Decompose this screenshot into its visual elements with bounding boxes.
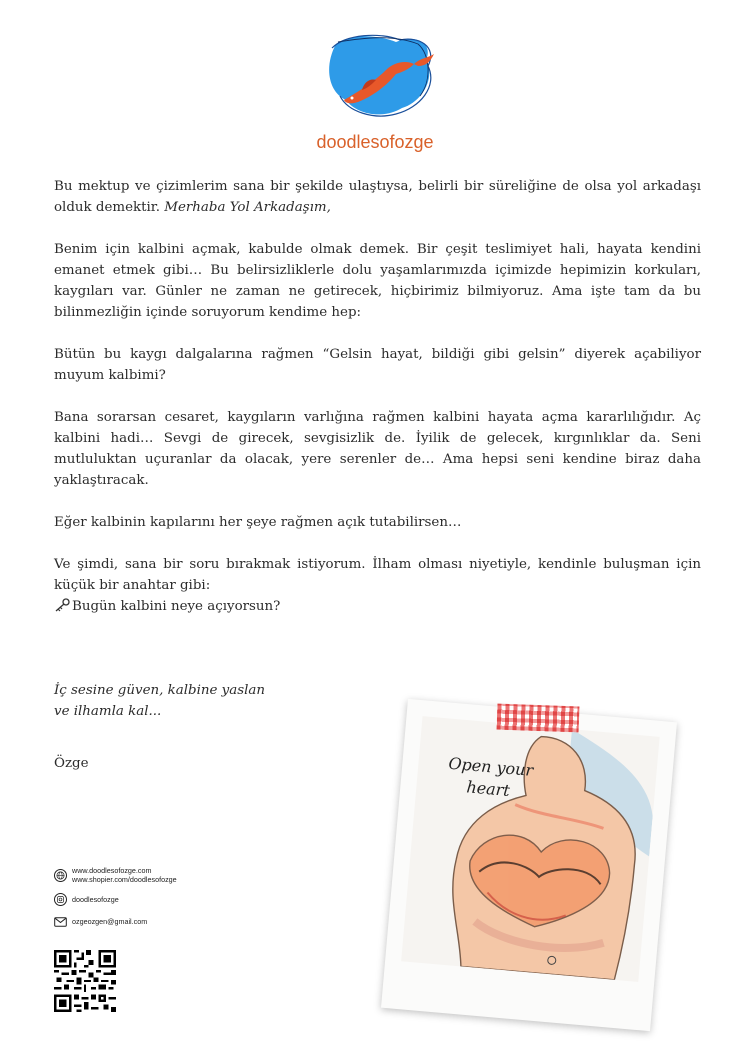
brand-name: doodlesofozge [316, 132, 434, 152]
closing-lines [54, 680, 265, 722]
shop-link[interactable]: www.shopier.com/doodlesofozge [72, 875, 177, 884]
gingham-tape [497, 704, 580, 733]
closing-line-2: ve ilhamla kal... [54, 704, 162, 719]
letter-body [54, 176, 701, 617]
letter-paragraph-1 [54, 176, 701, 218]
website-link[interactable]: www.doodlesofozge.com [72, 866, 152, 875]
polaroid-frame [381, 699, 677, 1031]
globe-icon [54, 869, 67, 882]
closing-line-1: İç sesine güven, kalbine yaslan [54, 683, 265, 698]
polaroid-caption [446, 753, 534, 804]
letter-question-line [54, 596, 701, 617]
letter-greeting: Merhaba Yol Arkadaşım, [164, 200, 331, 215]
email-address[interactable]: ozgeozgen@gmail.com [72, 917, 148, 926]
letter-paragraph-4: Bana sorarsan cesaret, kaygıların varlığına rağmen kalbini hayata açma kararlılığıdır. Aç kalbini hadi… Sevgi de girecek, sevgisizlik de. İyilik de gelecek, kırgınlıklar da. Seni mutluluktan uçuranlar da olacak, yere serenler de… Ama hepsi seni kendine biraz daha yaklaştıracak. [54, 410, 701, 488]
caption-line-1: Open your [447, 753, 534, 780]
letter-paragraph-6: Ve şimdi, sana bir soru bırakmak istiyorum. İlham olması niyetiyle, kendinle buluşman için küçük bir anahtar gibi: [54, 557, 701, 593]
letter-paragraph-3: Bütün bu kaygı dalgalarına rağmen “Gelsin hayat, bildiği gibi gelsin” diyerek açabiliyor muyum kalbimi? [54, 347, 701, 383]
contact-info [54, 866, 177, 937]
instagram-icon [54, 893, 67, 906]
signature: Özge [54, 756, 89, 771]
email-row [54, 915, 177, 928]
mail-icon [54, 915, 67, 928]
open-heart-illustration [401, 716, 660, 982]
instagram-row [54, 893, 177, 906]
website-row [54, 866, 177, 884]
caption-line-2: heart [465, 777, 511, 801]
koi-fish-logo [322, 30, 442, 120]
letter-question: Bugün kalbini neye açıyorsun? [72, 599, 281, 614]
letter-intro: Bu mektup ve çizimlerim sana bir şekilde ulaştıysa, belirli bir süreliğine de olsa yol arkadaşı olduk demektir. [54, 179, 701, 215]
letter-paragraph-5: Eğer kalbinin kapılarını her şeye rağmen açık tutabilirsen… [54, 515, 462, 530]
letter-paragraph-2: Benim için kalbini açmak, kabulde olmak demek. Bir çeşit teslimiyet hali, hayata kendini emanet etmek gibi… Bu belirsizliklerle dolu yaşamlarımızda içimizde hepimizin korkuları, kaygıları var. Günler ne zaman ne getirecek, hiçbirimiz bilmiyoruz. Ama işte tam da bu bilinmezliğin içinde soruyorum kendime hep: [54, 242, 701, 320]
torso-drawing [401, 716, 660, 982]
key-icon [54, 598, 70, 612]
qr-code[interactable] [54, 950, 116, 1012]
instagram-handle[interactable]: doodlesofozge [72, 895, 119, 904]
